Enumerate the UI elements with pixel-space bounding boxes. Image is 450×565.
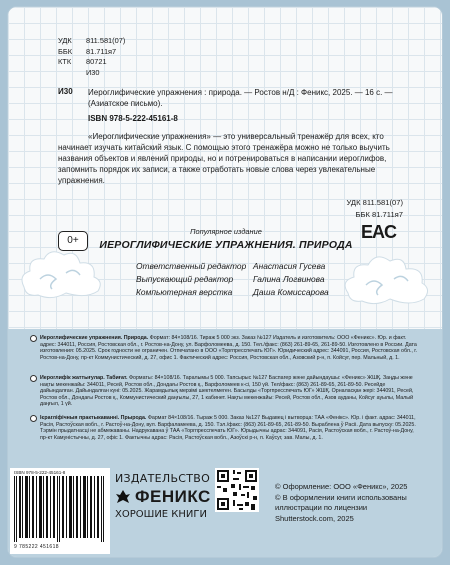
right-cloud-icon [338, 249, 434, 311]
book-title: ИЕРОГЛИФИЧЕСКИЕ УПРАЖНЕНИЯ. ПРИРОДА [99, 239, 353, 251]
grid-paper-area [8, 7, 443, 329]
barcode-bars [14, 476, 106, 542]
classification-block [58, 36, 208, 78]
ktk-row: КТК 80721 [58, 57, 107, 66]
bullet-icon [30, 375, 37, 382]
publisher-logo [115, 472, 215, 520]
qr-code [215, 468, 259, 512]
barcode-digits: 9 785222 451618 [14, 544, 59, 550]
bullet-icon [30, 335, 37, 342]
publisher-slogan: ХОРОШИЕ КНИГИ [115, 509, 207, 520]
age-rating-badge: 0+ [58, 231, 88, 251]
edition-type: Популярное издание [190, 227, 262, 236]
eac-mark: EAC [361, 222, 397, 242]
udk-bbk-repeat: УДК 811.581(07) ББК 81.711я7 [346, 198, 403, 219]
copyright-credits: © Оформление: ООО «Феникс», 2025 © В оформлении книги использованы иллюстрации по лицензии Shutterstock.com, 2025 [275, 482, 408, 523]
imprint-by: Ієрагліфічныя практыкаванні. Прырода. Фармат 84×108/16. Тыраж 5 000. Заказ №127 Выдавец і вытворца: ТАА «Фенікс». Юр. і факт. адрас: 344011, Расія, Растоўская вобл., г. Растоў-на-Дону, вул. Варфаламеева, д. 150. Тэл./факс: (863) 261-89-65, 261-89-50. Выраблена ў Расіі. Дата выпуску: 05.2025. Тэрмін прыдатнасці не абмежаваны. Надрукавана ў ТАА «Торгпресспечать ЮГ». Юрыдычны адрас: 344091, Расія, Растоўская вобл., г. Растоў-на-Дону, пр-кт Камуністычны, д. 27, офіс 1. Фактычны адрас: Расія, Растоўская вобл., Азоўскі р-н, п. Каўсуг, зав. Малы, д. 1. [40, 415, 420, 441]
staff-row: Компьютерная верстка Даша Комиссарова [136, 287, 329, 297]
author-code-row: И30 [86, 67, 100, 77]
bbk-row: ББК 81.711я7 [58, 46, 117, 56]
staff-list [136, 260, 329, 299]
udk-row: УДК 811.581(07) [58, 36, 126, 45]
imprint-kz: Иероглифік жаттығулар. Табиғат. Форматы: 84×108/16. Таралымы 5 000. Тапсырыс №127 Баспагер және дайындаушы: «Феникс» ЖШҚ. Заңды және нақты мекенжайы: 344011, Ресей, Ростов обл., Дондағы Ростов қ., Варфоломеев к-сі, 150 үй. Тел/факс: (863) 261-89-65, 261-89-50. Ресейде дайындалған. Дайындалған күні: 05.2025. Жарамдылық мерзімі шектелмеген. Басылды «Торгпресспечать ЮГ» ЖШҚ. Орналасқан жері: 344091, Ресей, Ростов обл., Дондағы Ростов қ., Коммунистический даңғылы, 27, 1 кабинет. Нақты мекенжайы: Ресей, Ростов обл., Азов ауданы, Койсуг ауылы, Малый даңғыл, 1 үй. [40, 375, 420, 408]
staff-row: Ответственный редактор Анастасия Гусева [136, 261, 326, 271]
bullet-icon [30, 415, 37, 422]
bibliographic-description: Иероглифические упражнения : природа. — Ростов н/Д : Феникс, 2025. — 16 с. — (Азиатское письмо). [88, 88, 393, 108]
publisher-name: ФЕНИКС [115, 487, 215, 507]
barcode-isbn: ISBN 978-5-222-45161-8 [14, 470, 66, 475]
left-cloud-icon [16, 245, 106, 305]
annotation: «Иероглифические упражнения» — это универсальный тренажёр для всех, кто начинает изучать китайский язык. С помощью этого тренажёра можно не только выучить названия объектов и явлений природы, но и потренироваться в написании иероглифов, запомнить порядок их записи, а также отработать новые слова через увлекательные упражнения. [58, 132, 390, 185]
phoenix-icon [115, 489, 131, 505]
imprint-ru: Иероглифические упражнения. Природа. Формат: 84×108/16. Тираж 5 000 экз. Заказ №127 Издатель и изготовитель: ООО «Феникс». Юр. и факт. адрес: 344011, Россия, Ростовская обл., г. Ростов-на-Дону, ул. Варфоломеева, д. 150. Тел./факс: (863) 261-89-65, 261-89-50. Изготовлено в России. Дата изготовления: 05.2025. Срок годности не ограничен. Отпечатано в ООО «Торгпресспечать ЮГ». Юридический адрес: 344091, Россия, Ростовская обл., г. Ростов-на-Дону, пр-кт Коммунистический, д. 27, офис 1. Фактический адрес: Россия, Ростовская обл., Азовский р-н, п. Койсуг, пер. Мальный, д. 1. [40, 335, 420, 361]
isbn: ISBN 978-5-222-45161-8 [88, 114, 178, 123]
publisher-label: ИЗДАТЕЛЬСТВО [115, 472, 211, 485]
staff-row: Выпускающий редактор Галина Логвинова [136, 274, 325, 284]
author-code: И30 [58, 87, 73, 96]
barcode [10, 468, 110, 554]
